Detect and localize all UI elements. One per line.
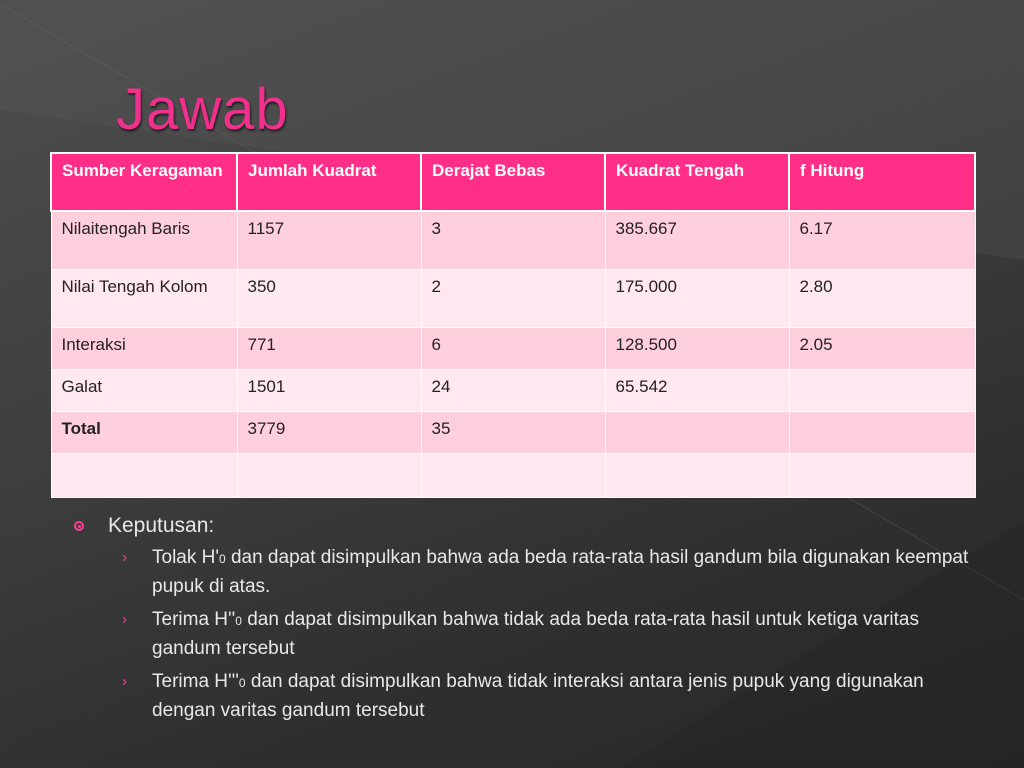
chevron-right-icon: › <box>122 673 127 690</box>
table-cell <box>421 453 605 497</box>
slide-title: Jawab <box>116 77 289 142</box>
table-cell: 3779 <box>237 411 421 453</box>
bullet-text-post: dan dapat disimpulkan bahwa tidak interaksi antara jenis pupuk yang digunakan dengan varitas gandum tersebut <box>152 671 924 721</box>
table-cell <box>605 411 789 453</box>
header-kuadrat-tengah: Kuadrat Tengah <box>605 153 789 211</box>
table-cell: 2.05 <box>789 327 975 369</box>
table-cell <box>51 453 237 497</box>
table-cell: 6 <box>421 327 605 369</box>
bullet-text-subscript: 0 <box>238 676 246 690</box>
table-cell: 3 <box>421 211 605 269</box>
table-cell: 1501 <box>237 369 421 411</box>
header-sumber-keragaman: Sumber Keragaman <box>51 153 237 211</box>
keputusan-heading: Keputusan: <box>108 514 215 537</box>
table-cell: 2.80 <box>789 269 975 327</box>
table-cell: Nilaitengah Baris <box>51 211 237 269</box>
circle-bullet-icon <box>74 521 84 531</box>
table-cell <box>789 453 975 497</box>
table-cell: 771 <box>237 327 421 369</box>
anova-table <box>50 152 976 498</box>
table-cell: Galat <box>51 369 237 411</box>
header-f-hitung: f Hitung <box>789 153 975 211</box>
table-cell: 24 <box>421 369 605 411</box>
table-cell: Nilai Tengah Kolom <box>51 269 237 327</box>
chevron-right-icon: › <box>122 611 127 628</box>
table-cell-total-label: Total <box>51 411 237 453</box>
bullet-item <box>122 544 972 600</box>
bullet-text <box>152 544 972 600</box>
table-row <box>51 211 975 269</box>
table-cell: 1157 <box>237 211 421 269</box>
table-cell: 2 <box>421 269 605 327</box>
bullet-text <box>152 668 972 724</box>
chevron-right-icon: › <box>122 549 127 566</box>
bullet-item <box>122 606 972 662</box>
table-row-empty <box>51 453 975 497</box>
table-cell: 175.000 <box>605 269 789 327</box>
bullet-item <box>122 668 972 724</box>
bullet-text-pre: Tolak H' <box>152 547 219 568</box>
bullet-text-pre: Terima H'' <box>152 609 236 630</box>
table-row <box>51 269 975 327</box>
table-cell: Interaksi <box>51 327 237 369</box>
bullet-text-subscript: 0 <box>218 552 226 566</box>
slide-content <box>72 514 972 730</box>
bullet-text <box>152 606 972 662</box>
bullet-text-pre: Terima H''' <box>152 671 239 692</box>
bullet-text-subscript: 0 <box>235 614 242 628</box>
table-row <box>51 369 975 411</box>
table-row <box>51 327 975 369</box>
table-row <box>51 411 975 453</box>
table-cell: 35 <box>421 411 605 453</box>
table-header-row <box>51 153 975 211</box>
table-cell <box>789 411 975 453</box>
table-cell: 6.17 <box>789 211 975 269</box>
table-cell: 385.667 <box>605 211 789 269</box>
bullet-text-post: dan dapat disimpulkan bahwa tidak ada beda rata-rata hasil untuk ketiga varitas gandum tersebut <box>152 609 919 659</box>
table-cell <box>605 453 789 497</box>
table-cell <box>789 369 975 411</box>
bullet-text-post: dan dapat disimpulkan bahwa ada beda rata-rata hasil gandum bila digunakan keempat pupuk di atas. <box>152 547 969 597</box>
header-jumlah-kuadrat: Jumlah Kuadrat <box>237 153 421 211</box>
table-cell <box>237 453 421 497</box>
table-cell: 128.500 <box>605 327 789 369</box>
table-cell: 65.542 <box>605 369 789 411</box>
table-cell: 350 <box>237 269 421 327</box>
bullet-level1 <box>72 514 972 538</box>
header-derajat-bebas: Derajat Bebas <box>421 153 605 211</box>
